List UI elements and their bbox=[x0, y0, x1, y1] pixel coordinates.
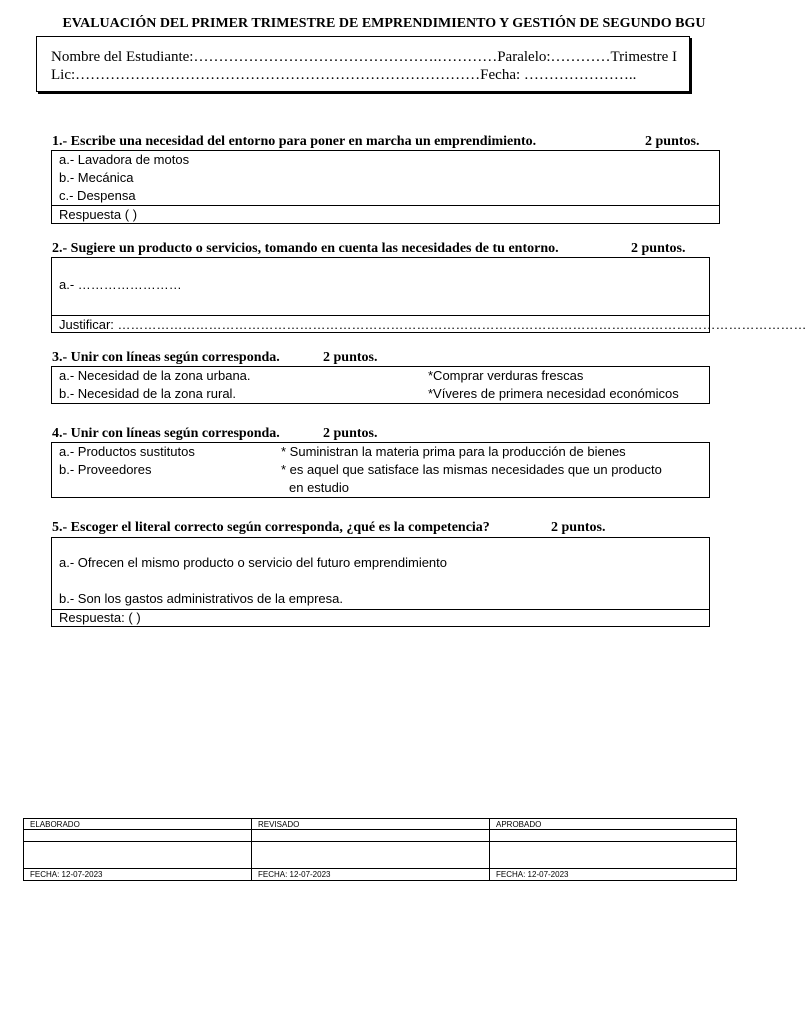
question-5-box bbox=[51, 537, 710, 627]
question-1-box bbox=[51, 150, 720, 224]
question-4-points: 2 puntos. bbox=[323, 426, 378, 441]
question-4-right-2: * es aquel que satisface las mismas necesidades que un producto bbox=[281, 462, 662, 477]
question-5-heading: 5.- Escoger el literal correcto según corresponda, ¿qué es la competencia? bbox=[52, 520, 490, 535]
question-2-points: 2 puntos. bbox=[631, 241, 686, 256]
cell-blank bbox=[252, 830, 490, 842]
student-info-box bbox=[36, 36, 690, 92]
header-elaborado: ELABORADO bbox=[24, 819, 252, 830]
question-2-option-a[interactable]: a.- …………………… bbox=[59, 277, 182, 292]
question-5-answer[interactable]: Respuesta: ( ) bbox=[59, 610, 141, 625]
page-title: EVALUACIÓN DEL PRIMER TRIMESTRE DE EMPRENDIMIENTO Y GESTIÓN DE SEGUNDO BGU bbox=[62, 16, 706, 31]
question-2-box bbox=[51, 257, 807, 333]
teacher-date-line[interactable]: Lic:………………………………………………………………………Fecha: ………………….. bbox=[51, 67, 637, 83]
date-revisado: FECHA: 12-07-2023 bbox=[252, 869, 490, 881]
signature-aprobado[interactable] bbox=[490, 842, 737, 869]
question-4-box bbox=[51, 442, 710, 498]
question-3-heading: 3.- Unir con líneas según corresponda. bbox=[52, 350, 280, 365]
question-2-justify[interactable]: Justificar: …………………………………………………………………………………………………………………………………………… bbox=[59, 317, 807, 332]
question-4-heading: 4.- Unir con líneas según corresponda. bbox=[52, 426, 280, 441]
signature-revisado[interactable] bbox=[252, 842, 490, 869]
question-3-left-a: a.- Necesidad de la zona urbana. bbox=[59, 368, 251, 383]
question-2-heading: 2.- Sugiere un producto o servicios, tomando en cuenta las necesidades de tu entorno. bbox=[52, 241, 559, 256]
question-5-option-b: b.- Son los gastos administrativos de la empresa. bbox=[59, 591, 343, 606]
cell-blank bbox=[490, 830, 737, 842]
question-4-right-1: * Suministran la materia prima para la producción de bienes bbox=[281, 444, 626, 459]
approval-table bbox=[23, 818, 737, 881]
student-info-line[interactable]: Nombre del Estudiante:………………………………………….…………Paralelo:…………Trimestre I bbox=[51, 49, 678, 65]
question-4-left-b: b.- Proveedores bbox=[59, 462, 152, 477]
question-4-right-2-cont: en estudio bbox=[289, 480, 349, 495]
divider bbox=[52, 315, 709, 316]
question-4-left-a: a.- Productos sustitutos bbox=[59, 444, 195, 459]
question-1-option-c: c.- Despensa bbox=[59, 188, 136, 203]
header-aprobado: APROBADO bbox=[490, 819, 737, 830]
question-1-option-a: a.- Lavadora de motos bbox=[59, 152, 190, 167]
question-3-right-2: *Víveres de primera necesidad económicos bbox=[428, 386, 679, 401]
cell-blank bbox=[24, 830, 252, 842]
signature-elaborado[interactable] bbox=[24, 842, 252, 869]
divider bbox=[52, 205, 719, 206]
question-5-option-a: a.- Ofrecen el mismo producto o servicio del futuro emprendimiento bbox=[59, 555, 448, 570]
question-1-points: 2 puntos. bbox=[645, 134, 700, 149]
question-5-points: 2 puntos. bbox=[551, 520, 606, 535]
question-1-option-b: b.- Mecánica bbox=[59, 170, 134, 185]
question-3-left-b: b.- Necesidad de la zona rural. bbox=[59, 386, 237, 401]
header-revisado: REVISADO bbox=[252, 819, 490, 830]
question-3-box bbox=[51, 366, 710, 404]
question-1-answer[interactable]: Respuesta ( ) bbox=[59, 207, 138, 222]
divider bbox=[52, 609, 709, 610]
question-1-heading: 1.- Escribe una necesidad del entorno para poner en marcha un emprendimiento. bbox=[52, 134, 537, 149]
question-3-right-1: *Comprar verduras frescas bbox=[428, 368, 584, 383]
question-3-points: 2 puntos. bbox=[323, 350, 378, 365]
date-elaborado: FECHA: 12-07-2023 bbox=[24, 869, 252, 881]
date-aprobado: FECHA: 12-07-2023 bbox=[490, 869, 737, 881]
